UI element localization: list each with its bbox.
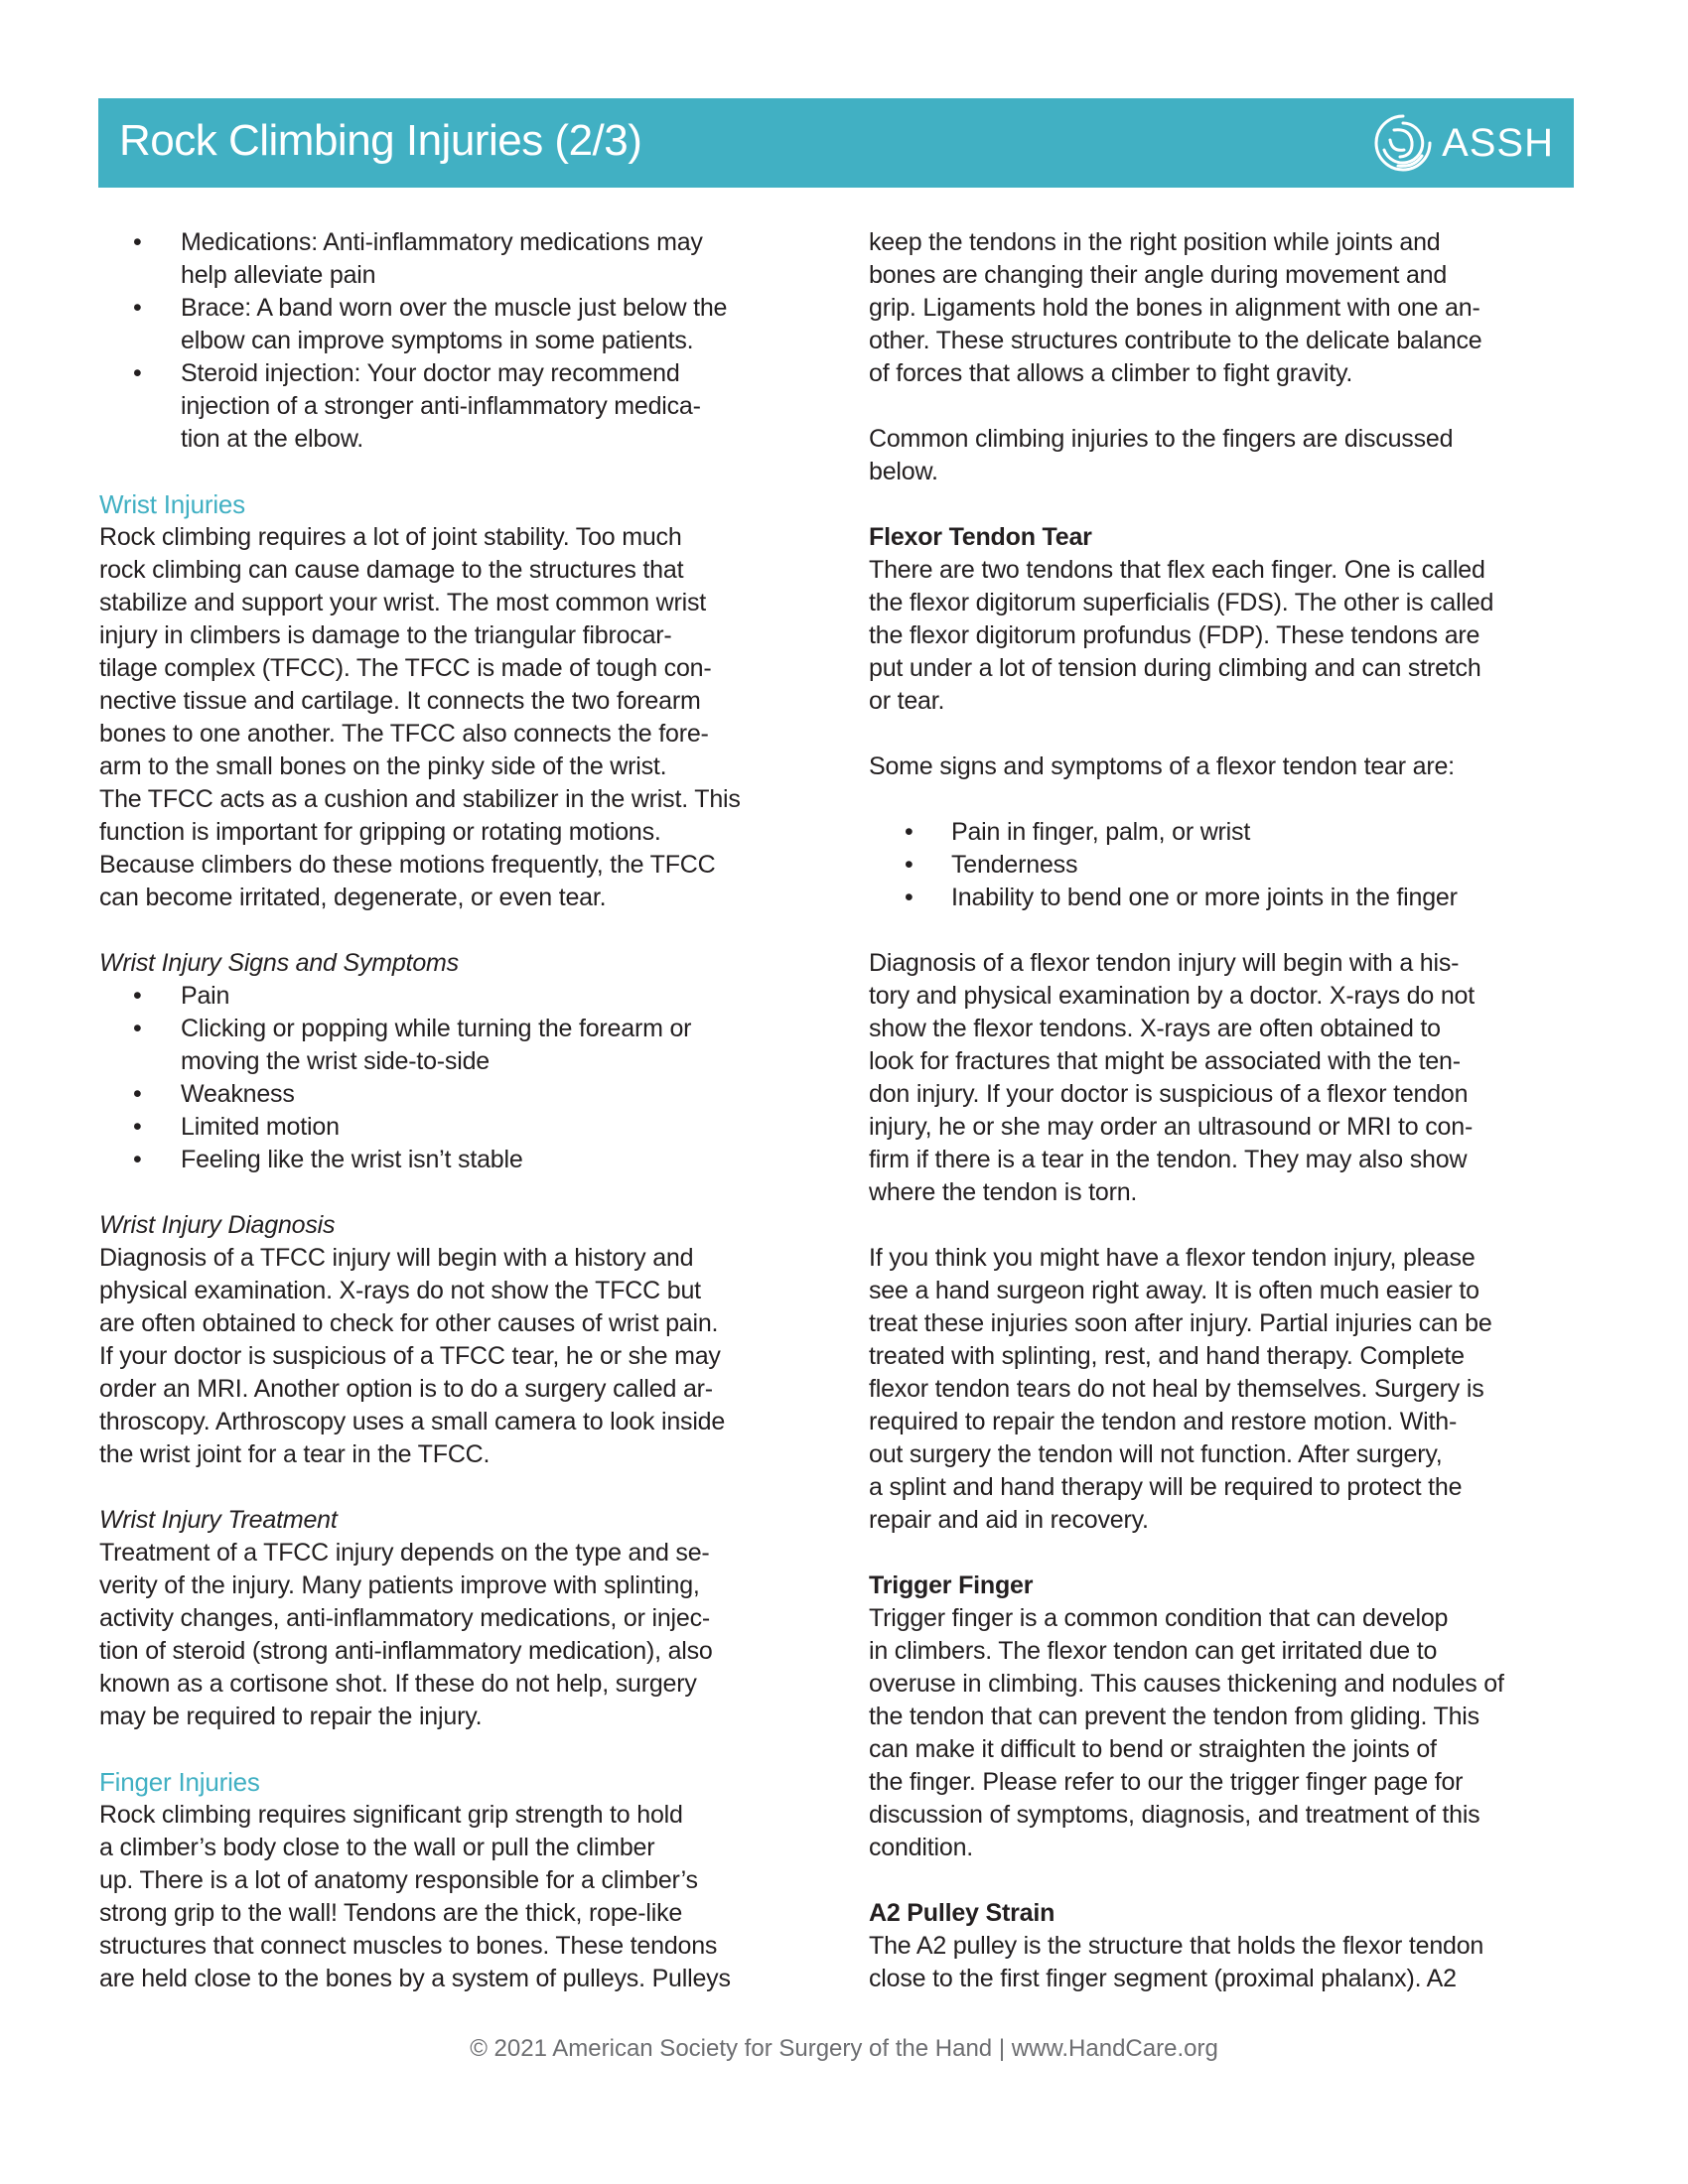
bullet-item: • Pain in finger, palm, or wrist: [869, 816, 1584, 849]
assh-swirl-icon: [1370, 110, 1436, 176]
subsection-heading: Trigger Finger: [869, 1571, 1034, 1599]
paragraph-line: the finger. Please refer to our the trigger finger page for: [869, 1768, 1464, 1796]
paragraph-line: function is important for gripping or rotating motions.: [99, 818, 661, 846]
paragraph-line: grip. Ligaments hold the bones in alignment with one an-: [869, 294, 1480, 322]
paragraph-line: the flexor digitorum superficialis (FDS). The other is called: [869, 589, 1494, 616]
right-column: [869, 226, 1584, 1995]
blank-line: [99, 1176, 814, 1209]
paragraph-line: If your doctor is suspicious of a TFCC tear, he or she may: [99, 1342, 721, 1370]
bullet-item: • Clicking or popping while turning the forearm or: [99, 1013, 814, 1045]
paragraph-line: or tear.: [869, 687, 945, 715]
paragraph-line: tory and physical examination by a doctor. X-rays do not: [869, 982, 1475, 1010]
paragraph-line: up. There is a lot of anatomy responsible for a climber’s: [99, 1866, 698, 1894]
bullet-item-continued: injection of a stronger anti-inflammatory medica-: [181, 392, 701, 420]
footer-copyright: © 2021 American Society for Surgery of the Hand | www.HandCare.org: [470, 2035, 1218, 2062]
blank-line: [99, 1733, 814, 1766]
paragraph-line: arm to the small bones on the pinky side of the wrist.: [99, 752, 667, 780]
paragraph-line: stabilize and support your wrist. The most common wrist: [99, 589, 706, 616]
paragraph-line: below.: [869, 458, 938, 485]
paragraph-line: are held close to the bones by a system of pulleys. Pulleys: [99, 1965, 731, 1992]
blank-line: [869, 488, 1584, 521]
paragraph-line: treat these injuries soon after injury. Partial injuries can be: [869, 1309, 1492, 1337]
paragraph-line: known as a cortisone shot. If these do not help, surgery: [99, 1670, 697, 1698]
blank-line: [99, 1471, 814, 1504]
paragraph-line: Treatment of a TFCC injury depends on the type and se-: [99, 1539, 710, 1567]
page-header: [98, 98, 1574, 188]
paragraph-line: overuse in climbing. This causes thickening and nodules of: [869, 1670, 1504, 1698]
paragraph-line: If you think you might have a flexor tendon injury, please: [869, 1244, 1476, 1272]
paragraph-line: close to the first finger segment (proximal phalanx). A2: [869, 1965, 1457, 1992]
paragraph-line: put under a lot of tension during climbing and can stretch: [869, 654, 1481, 682]
subsection-heading: Wrist Injury Signs and Symptoms: [99, 949, 459, 977]
paragraph-line: strong grip to the wall! Tendons are the thick, rope-like: [99, 1899, 683, 1927]
paragraph-line: physical examination. X-rays do not show the TFCC but: [99, 1277, 701, 1304]
bullet-item-continued: help alleviate pain: [181, 261, 376, 289]
bullet-item-continued: elbow can improve symptoms in some patients.: [181, 327, 694, 354]
paragraph-line: Rock climbing requires significant grip strength to hold: [99, 1801, 683, 1829]
paragraph-line: repair and aid in recovery.: [869, 1506, 1149, 1534]
paragraph-line: Trigger finger is a common condition that can develop: [869, 1604, 1449, 1632]
paragraph-line: Common climbing injuries to the fingers are discussed: [869, 425, 1454, 453]
bullet-item-continued: tion at the elbow.: [181, 425, 364, 453]
paragraph-line: flexor tendon tears do not heal by themselves. Surgery is: [869, 1375, 1484, 1403]
paragraph-line: Diagnosis of a flexor tendon injury will begin with a his-: [869, 949, 1460, 977]
blank-line: [99, 914, 814, 947]
page-title: Rock Climbing Injuries (2/3): [119, 116, 642, 165]
blank-line: [99, 456, 814, 488]
bullet-item: • Weakness: [99, 1078, 814, 1111]
section-heading: Finger Injuries: [99, 1767, 260, 1797]
bullet-item: • Brace: A band worn over the muscle just below the: [99, 292, 814, 325]
subsection-heading: Wrist Injury Treatment: [99, 1506, 338, 1534]
blank-line: [869, 783, 1584, 816]
paragraph-line: don injury. If your doctor is suspicious of a flexor tendon: [869, 1080, 1469, 1108]
blank-line: [869, 1209, 1584, 1242]
subsection-heading: Wrist Injury Diagnosis: [99, 1211, 336, 1239]
subsection-heading: A2 Pulley Strain: [869, 1899, 1055, 1927]
paragraph-line: tion of steroid (strong anti-inflammatory medication), also: [99, 1637, 713, 1665]
blank-line: [869, 1864, 1584, 1897]
paragraph-line: tilage complex (TFCC). The TFCC is made of tough con-: [99, 654, 712, 682]
paragraph-line: out surgery the tendon will not function. After surgery,: [869, 1440, 1443, 1468]
bullet-item: • Inability to bend one or more joints in the finger: [869, 882, 1584, 914]
paragraph-line: nective tissue and cartilage. It connects the two forearm: [99, 687, 701, 715]
assh-logo: [1370, 110, 1554, 176]
paragraph-line: a splint and hand therapy will be required to protect the: [869, 1473, 1463, 1501]
paragraph-line: throscopy. Arthroscopy uses a small camera to look inside: [99, 1408, 726, 1435]
paragraph-line: rock climbing can cause damage to the structures that: [99, 556, 684, 584]
paragraph-line: can make it difficult to bend or straighten the joints of: [869, 1735, 1437, 1763]
paragraph-line: look for fractures that might be associated with the ten-: [869, 1047, 1461, 1075]
section-heading: Wrist Injuries: [99, 489, 245, 519]
paragraph-line: where the tendon is torn.: [869, 1178, 1138, 1206]
paragraph-line: in climbers. The flexor tendon can get irritated due to: [869, 1637, 1438, 1665]
bullet-item: • Medications: Anti-inflammatory medications may: [99, 226, 814, 259]
paragraph-line: show the flexor tendons. X-rays are often obtained to: [869, 1015, 1441, 1042]
paragraph-line: injury, he or she may order an ultrasound or MRI to con-: [869, 1113, 1474, 1141]
paragraph-line: activity changes, anti-inflammatory medications, or injec-: [99, 1604, 711, 1632]
blank-line: [869, 390, 1584, 423]
paragraph-line: keep the tendons in the right position while joints and: [869, 228, 1441, 256]
blank-line: [869, 914, 1584, 947]
paragraph-line: There are two tendons that flex each finger. One is called: [869, 556, 1485, 584]
paragraph-line: the flexor digitorum profundus (FDP). These tendons are: [869, 621, 1480, 649]
paragraph-line: Some signs and symptoms of a flexor tendon tear are:: [869, 752, 1455, 780]
paragraph-line: structures that connect muscles to bones. These tendons: [99, 1932, 718, 1960]
bullet-item: • Pain: [99, 980, 814, 1013]
paragraph-line: Diagnosis of a TFCC injury will begin with a history and: [99, 1244, 694, 1272]
blank-line: [869, 1537, 1584, 1570]
paragraph-line: discussion of symptoms, diagnosis, and treatment of this: [869, 1801, 1480, 1829]
paragraph-line: the wrist joint for a tear in the TFCC.: [99, 1440, 491, 1468]
paragraph-line: the tendon that can prevent the tendon from gliding. This: [869, 1703, 1479, 1730]
paragraph-line: other. These structures contribute to the delicate balance: [869, 327, 1482, 354]
subsection-heading: Flexor Tendon Tear: [869, 523, 1092, 551]
logo-text: ASSH: [1442, 120, 1554, 165]
paragraph-line: bones to one another. The TFCC also connects the fore-: [99, 720, 709, 748]
bullet-item: • Feeling like the wrist isn’t stable: [99, 1144, 814, 1176]
bullet-item-continued: moving the wrist side-to-side: [181, 1047, 490, 1075]
bullet-item: • Tenderness: [869, 849, 1584, 882]
paragraph-line: verity of the injury. Many patients improve with splinting,: [99, 1571, 700, 1599]
paragraph-line: a climber’s body close to the wall or pull the climber: [99, 1834, 655, 1861]
paragraph-line: bones are changing their angle during movement and: [869, 261, 1448, 289]
paragraph-line: order an MRI. Another option is to do a surgery called ar-: [99, 1375, 713, 1403]
paragraph-line: The A2 pulley is the structure that holds the flexor tendon: [869, 1932, 1484, 1960]
paragraph-line: required to repair the tendon and restore motion. With-: [869, 1408, 1458, 1435]
paragraph-line: may be required to repair the injury.: [99, 1703, 483, 1730]
paragraph-line: The TFCC acts as a cushion and stabilizer in the wrist. This: [99, 785, 741, 813]
blank-line: [869, 718, 1584, 751]
paragraph-line: firm if there is a tear in the tendon. They may also show: [869, 1146, 1468, 1173]
paragraph-line: are often obtained to check for other causes of wrist pain.: [99, 1309, 719, 1337]
paragraph-line: condition.: [869, 1834, 974, 1861]
paragraph-line: treated with splinting, rest, and hand therapy. Complete: [869, 1342, 1465, 1370]
paragraph-line: see a hand surgeon right away. It is often much easier to: [869, 1277, 1479, 1304]
paragraph-line: can become irritated, degenerate, or even tear.: [99, 884, 607, 911]
paragraph-line: injury in climbers is damage to the triangular fibrocar-: [99, 621, 672, 649]
bullet-item: • Steroid injection: Your doctor may recommend: [99, 357, 814, 390]
bullet-item: • Limited motion: [99, 1111, 814, 1144]
paragraph-line: Rock climbing requires a lot of joint stability. Too much: [99, 523, 682, 551]
left-column: [99, 226, 814, 1995]
paragraph-line: Because climbers do these motions frequently, the TFCC: [99, 851, 716, 879]
paragraph-line: of forces that allows a climber to fight gravity.: [869, 359, 1353, 387]
